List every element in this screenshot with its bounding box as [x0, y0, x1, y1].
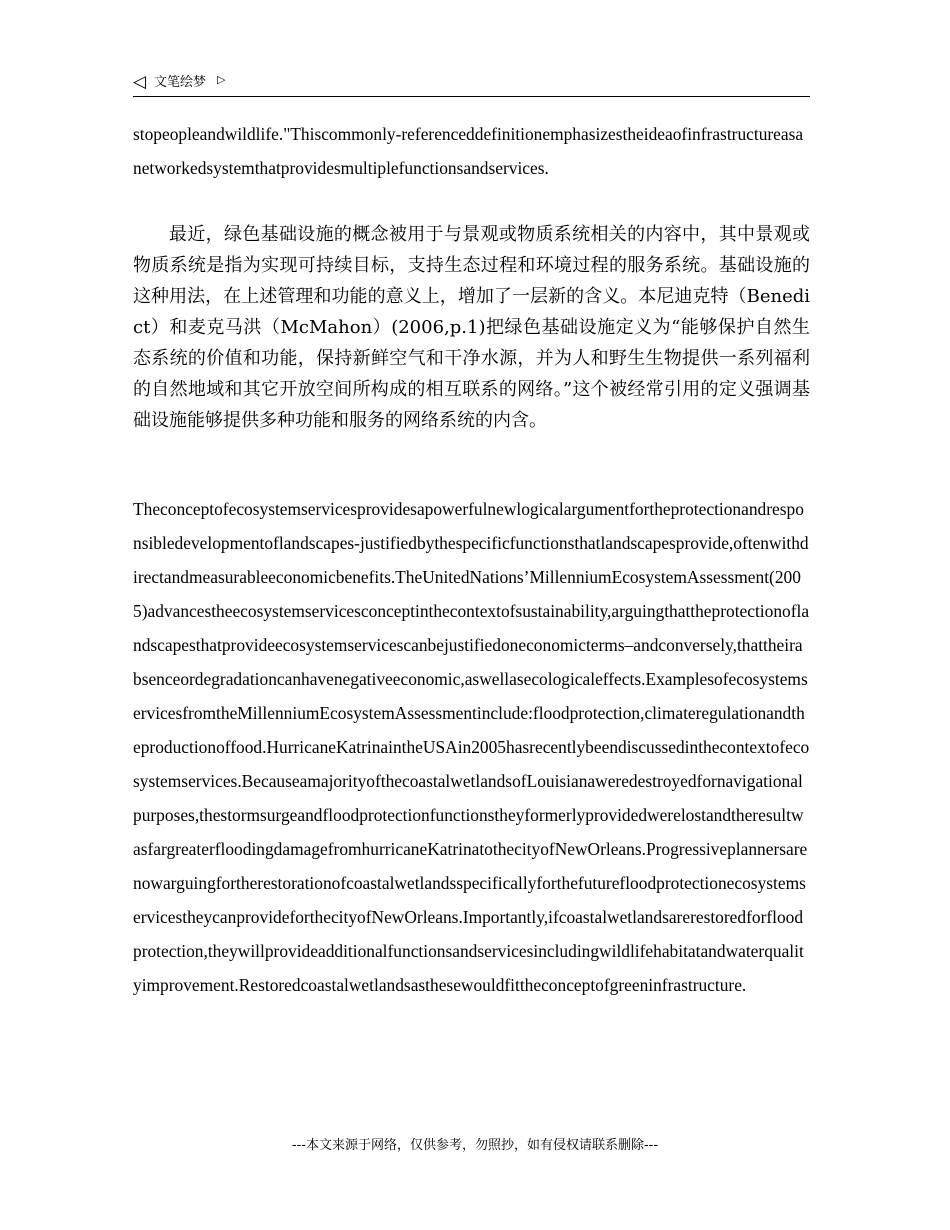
page-footer: ---本文来源于网络，仅供参考，勿照抄，如有侵权请联系删除---	[291, 1138, 659, 1153]
triangle-left-icon: ◁	[133, 72, 147, 92]
triangle-right-icon: ▷	[217, 73, 226, 86]
paragraph-english-1: stopeopleandwildlife."Thiscommonly-referenceddefinitionemphasizestheideaofinfrastructureasanetworkedsystemthatprovidesmultiplefunctionsandservices.	[133, 124, 804, 178]
page-header	[133, 72, 810, 97]
paragraph-english-2: Theconceptofecosystemservicesprovidesapowerfulnewlogicalargumentfortheprotectionandresponsibledevelopmentoflandscapes-justifiedbythespecificfunctionsthatlandscapesprovide,oftenwithdirectandmeasurableeconomicbenefits.TheUnitedNations’MillenniumEcosystemAssessment(2005)advancestheecosystemservicesconceptinthecontextofsustainability,arguingthattheprotectionoflandscapesthatprovideecosystemservicescanbejustifiedoneconomicterms–andconversely,thattheirabsenceordegradationcanhavenegativeeconomic,aswellasecologicaleffects.ExamplesofecosystemservicesfromtheMillenniumEcosystemAssessmentinclude:floodprotection,climateregulationandtheproductionoffood.HurricaneKatrinaintheUSAin2005hasrecentlybeendiscussedinthecontextofecosystemservices.BecauseamajorityofthecoastalwetlandsofLouisianaweredestroyedfornavigationalpurposes,thestormsurgeandfloodprotectionfunctionstheyformerlyprovidedwerelostandtheresultwasfargreaterfloodingdamagefromhurricaneKatrinatothecityofNewOrleans.ProgressiveplannersarenowarguingfortherestorationofcoastalwetlandsspecificallyforthefuturefloodprotectionecosystemservicestheycanprovideforthecityofNewOrleans.Importantly,ifcoastalwetlandsarerestoredforfloodprotection,theywillprovideadditionalfunctionsandservicesincludingwildlifehabitatandwaterqualityimprovement.Restoredcoastalwetlandsasthesewouldfittheconceptofgreeninfrastructure.	[133, 499, 810, 995]
header-brand: 文笔绘梦	[154, 75, 207, 90]
paragraph-chinese-1: 最近，绿色基础设施的概念被用于与景观或物质系统相关的内容中，其中景观或物质系统是指为实现可持续目标，支持生态过程和环境过程的服务系统。基础设施的这种用法，在上述管理和功能的意义上，增加了一层新的含义。本尼迪克特（Benedict）和麦克马洪（McMahon）(2006,p.1)把绿色基础设施定义为“能够保护自然生态系统的价值和功能，保持新鲜空气和干净水源，并为人和野生生物提供一系列福利的自然地域和其它开放空间所构成的相互联系的网络。”这个被经常引用的定义强调基础设施能够提供多种功能和服务的网络系统的内含。	[133, 224, 810, 431]
